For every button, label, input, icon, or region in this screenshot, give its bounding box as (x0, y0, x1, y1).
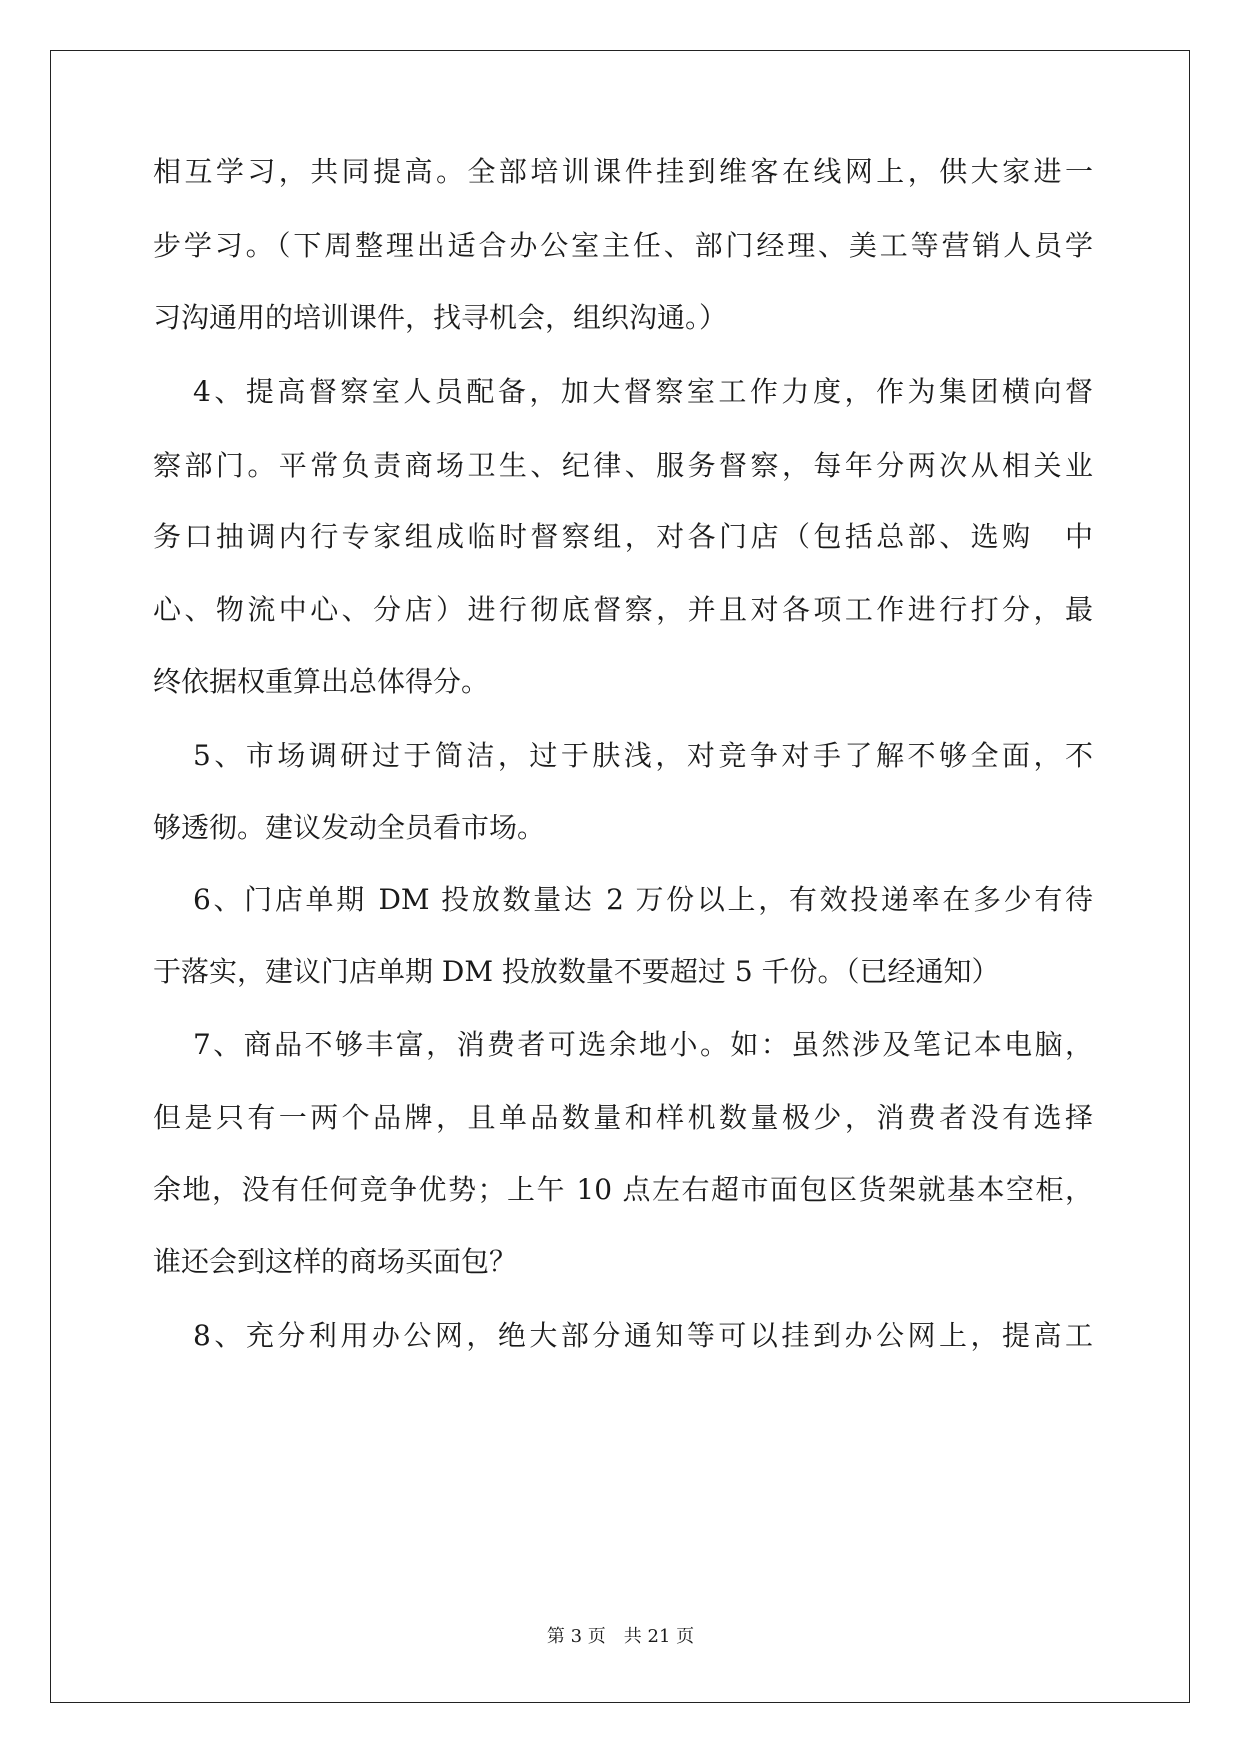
text-line: 于落实，建议门店单期 DM 投放数量不要超过 5 千份。（已经通知） (153, 955, 1000, 988)
text-line: 务口抽调内行专家组成临时督察组，对各门店（包括总部、选购 中 (153, 520, 1093, 553)
text-line: 够透彻。建议发动全员看市场。 (153, 811, 546, 844)
text-line: 谁还会到这样的商场买面包？ (153, 1245, 518, 1278)
text-line: 步学习。（下周整理出适合办公室主任、部门经理、美工等营销人员学 (153, 229, 1093, 262)
text-line: 习沟通用的培训课件，找寻机会，组织沟通。） (153, 301, 728, 334)
text-line: 相互学习，共同提高。全部培训课件挂到维客在线网上，供大家进一 (153, 155, 1093, 188)
text-line: 终依据权重算出总体得分。 (153, 665, 490, 698)
text-line: 察部门。平常负责商场卫生、纪律、服务督察，每年分两次从相关业 (153, 449, 1093, 482)
page-number-footer: 第 3 页 共 21 页 (546, 1626, 695, 1647)
text-line: 但是只有一两个品牌，且单品数量和样机数量极少，消费者没有选择 (153, 1101, 1093, 1134)
paragraph-start-line: 6、门店单期 DM 投放数量达 2 万份以上，有效投递率在多少有待 (193, 883, 1093, 916)
paragraph-start-line: 7、商品不够丰富，消费者可选余地小。如：虽然涉及笔记本电脑， (193, 1028, 1093, 1061)
paragraph-start-line: 4、提高督察室人员配备，加大督察室工作力度，作为集团横向督 (193, 375, 1093, 408)
text-line: 余地，没有任何竞争优势；上午 10 点左右超市面包区货架就基本空柜， (153, 1173, 1093, 1206)
paragraph-start-line: 8、充分利用办公网，绝大部分通知等可以挂到办公网上，提高工 (193, 1319, 1093, 1352)
text-line: 心、物流中心、分店）进行彻底督察，并且对各项工作进行打分，最 (153, 593, 1093, 626)
paragraph-start-line: 5、市场调研过于简洁，过于肤浅，对竞争对手了解不够全面，不 (193, 739, 1093, 772)
